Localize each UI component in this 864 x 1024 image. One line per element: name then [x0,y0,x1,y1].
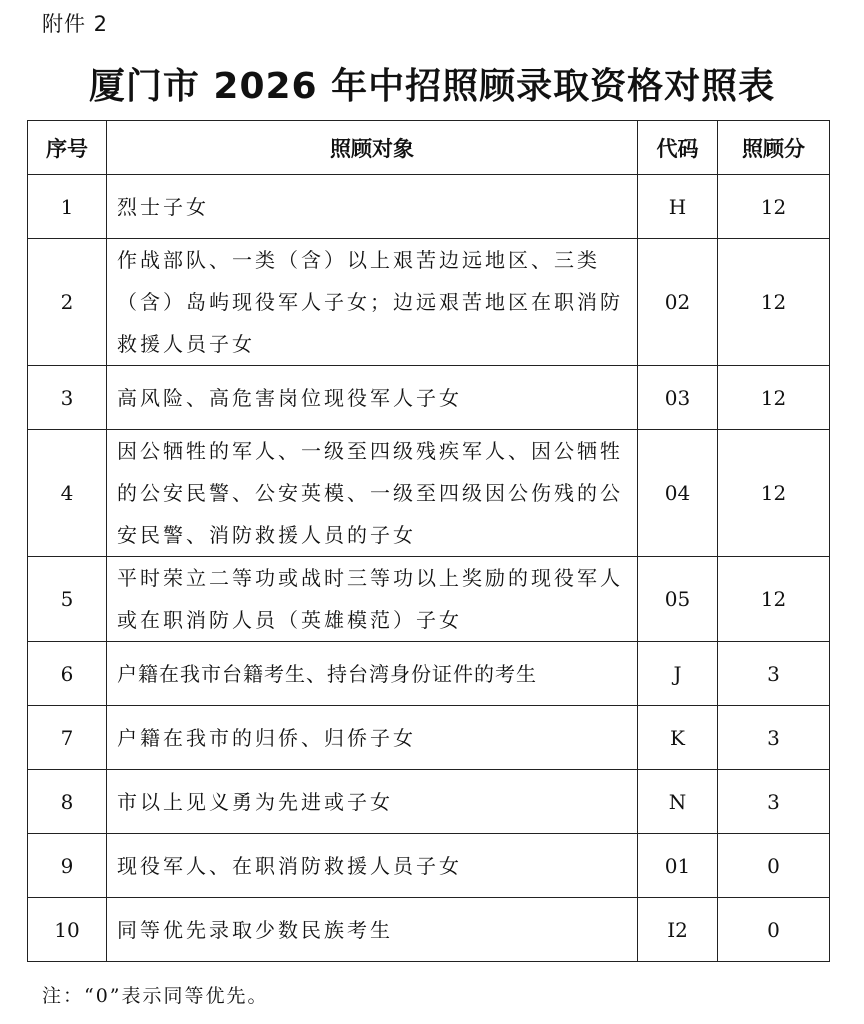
table-row [28,642,830,706]
row-score: 3 [718,706,830,770]
row-number: 5 [28,557,107,642]
row-code: 02 [638,239,718,366]
row-number: 1 [28,175,107,239]
row-code: N [638,770,718,834]
row-score: 0 [718,898,830,962]
table-row [28,834,830,898]
eligibility-table [27,120,830,962]
table-row [28,770,830,834]
table-row [28,175,830,239]
row-code: 01 [638,834,718,898]
row-target: 同等优先录取少数民族考生 [107,898,638,962]
attachment-label: 附件 2 [42,12,109,36]
row-score: 12 [718,557,830,642]
table-row [28,366,830,430]
row-number: 8 [28,770,107,834]
row-number: 10 [28,898,107,962]
page-title: 厦门市 2026 年中招照顾录取资格对照表 [88,66,776,107]
row-number: 4 [28,430,107,557]
row-target: 户籍在我市的归侨、归侨子女 [107,706,638,770]
row-target: 户籍在我市台籍考生、持台湾身份证件的考生 [107,642,638,706]
row-score: 3 [718,642,830,706]
row-score: 12 [718,366,830,430]
row-number: 7 [28,706,107,770]
table-row [28,898,830,962]
row-code: 05 [638,557,718,642]
row-score: 12 [718,175,830,239]
row-target: 高风险、高危害岗位现役军人子女 [107,366,638,430]
row-code: I2 [638,898,718,962]
row-number: 2 [28,239,107,366]
row-target: 平时荣立二等功或战时三等功以上奖励的现役军人或在职消防人员（英雄模范）子女 [107,557,638,642]
table-row [28,557,830,642]
row-score: 3 [718,770,830,834]
row-code: 04 [638,430,718,557]
row-target: 烈士子女 [107,175,638,239]
row-target: 作战部队、一类（含）以上艰苦边远地区、三类（含）岛屿现役军人子女；边远艰苦地区在职消防救援人员子女 [107,239,638,366]
row-code: 03 [638,366,718,430]
row-score: 12 [718,239,830,366]
table-header-row [28,121,830,175]
row-code: H [638,175,718,239]
column-header-code: 代码 [638,121,718,175]
row-target: 现役军人、在职消防救援人员子女 [107,834,638,898]
column-header-no: 序号 [28,121,107,175]
column-header-target: 照顾对象 [107,121,638,175]
table-row [28,239,830,366]
footnote: 注：“0”表示同等优先。 [42,985,269,1007]
row-target: 市以上见义勇为先进或子女 [107,770,638,834]
row-number: 6 [28,642,107,706]
row-number: 3 [28,366,107,430]
row-code: J [638,642,718,706]
row-code: K [638,706,718,770]
table-row [28,706,830,770]
table-row [28,430,830,557]
row-target: 因公牺牲的军人、一级至四级残疾军人、因公牺牲的公安民警、公安英模、一级至四级因公伤残的公安民警、消防救援人员的子女 [107,430,638,557]
row-score: 0 [718,834,830,898]
row-score: 12 [718,430,830,557]
row-number: 9 [28,834,107,898]
column-header-score: 照顾分 [718,121,830,175]
